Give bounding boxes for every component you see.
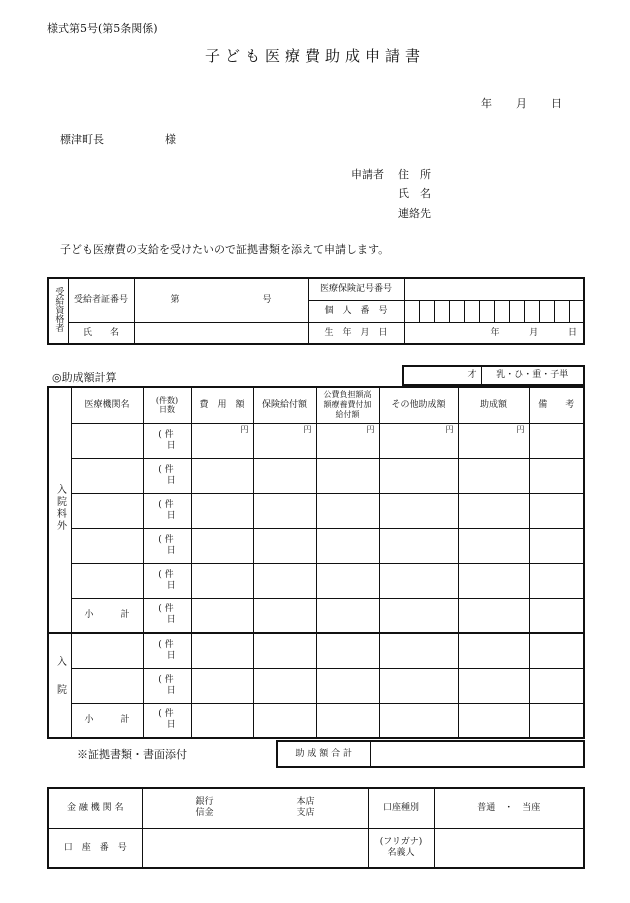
count-cell[interactable]: ( 件 日 (143, 633, 191, 668)
insurance-cell[interactable] (253, 493, 316, 528)
name-label: 氏 名 (68, 322, 134, 344)
age-category-table (402, 365, 585, 386)
applicant-label: 申請者 (351, 168, 384, 181)
inpatient-label: 入院 (54, 655, 66, 712)
shiten-label: 支店 (296, 808, 315, 819)
holder-field[interactable] (434, 828, 584, 868)
calc-table (47, 386, 585, 739)
subtotal-row (48, 598, 584, 633)
form-title: 子ども医療費助成申請書 (204, 47, 425, 65)
public-cell[interactable] (316, 668, 379, 703)
other-cell[interactable] (379, 668, 458, 703)
bank-label: 銀行 (195, 797, 214, 808)
subsidy-cell[interactable] (458, 668, 529, 703)
applicant-contact-label: 連絡先 (398, 207, 431, 220)
institution-cell[interactable] (71, 668, 143, 703)
subsidy-cell[interactable] (458, 493, 529, 528)
other-cell[interactable] (379, 493, 458, 528)
header-count: (件数) 日数 (143, 387, 191, 423)
addressee-name: 標津町長 (60, 133, 104, 146)
eligibility-section-label: 受給資格者 (48, 278, 68, 344)
count-cell[interactable]: ( 件 日 (143, 563, 191, 598)
header-subsidy: 助成額 (458, 387, 529, 423)
insurance-cell[interactable] (253, 598, 316, 633)
remarks-cell[interactable] (529, 458, 584, 493)
birth-day: 日 (567, 327, 577, 338)
table-row (48, 668, 584, 703)
table-row (48, 423, 584, 458)
remarks-cell[interactable] (529, 598, 584, 633)
account-type-field[interactable]: 普通 ・ 当座 (434, 788, 584, 828)
public-cell[interactable] (316, 703, 379, 738)
total-label: 助 成 額 合 計 (277, 741, 370, 767)
subsidy-cell[interactable] (458, 703, 529, 738)
yen-unit: 円 (366, 424, 375, 434)
header-insurance: 保険給付額 (253, 387, 316, 423)
subsidy-cell[interactable] (458, 563, 529, 598)
insurance-no-label: 医療保険記号番号 (308, 278, 404, 300)
honten-label: 本店 (296, 797, 315, 808)
personal-no-digit[interactable] (554, 300, 569, 322)
personal-no-digit[interactable] (449, 300, 464, 322)
insurance-no-field[interactable] (404, 278, 584, 300)
form-number: 様式第5号(第5条関係) (47, 22, 158, 35)
subsidy-cell[interactable] (458, 458, 529, 493)
public-cell[interactable] (316, 528, 379, 563)
personal-no-digit[interactable] (524, 300, 539, 322)
cost-cell[interactable] (191, 458, 253, 493)
other-cell[interactable] (379, 703, 458, 738)
public-cell[interactable] (316, 423, 379, 458)
institution-cell[interactable] (71, 633, 143, 668)
personal-no-digit[interactable] (539, 300, 554, 322)
personal-no-label: 個 人 番 号 (308, 300, 404, 322)
count-cell[interactable]: ( 件 日 (143, 528, 191, 563)
table-row (48, 528, 584, 563)
date-year: 年 (481, 97, 492, 110)
insurance-cell[interactable] (253, 528, 316, 563)
personal-no-digit[interactable] (494, 300, 509, 322)
institution-cell[interactable] (71, 423, 143, 458)
holder-label: (フリガナ) 名義人 (368, 828, 434, 868)
remarks-cell[interactable] (529, 703, 584, 738)
birthdate-label: 生 年 月 日 (308, 322, 404, 344)
date-day: 日 (551, 97, 562, 110)
public-cell[interactable] (316, 598, 379, 633)
other-cell[interactable] (379, 528, 458, 563)
personal-no-digit[interactable] (404, 300, 419, 322)
count-cell[interactable]: ( 件 日 (143, 458, 191, 493)
cost-cell[interactable] (191, 528, 253, 563)
subsidy-cell[interactable] (458, 423, 529, 458)
yen-unit: 円 (516, 424, 525, 434)
count-cell[interactable]: ( 件 日 (143, 598, 191, 633)
count-cell[interactable]: ( 件 日 (143, 668, 191, 703)
account-type-label: 口座種別 (368, 788, 434, 828)
count-cell[interactable]: ( 件 日 (143, 493, 191, 528)
remarks-cell[interactable] (529, 633, 584, 668)
outpatient-label: 入院料外 (54, 484, 66, 533)
cost-cell[interactable] (191, 423, 253, 458)
subtotal-label: 小 計 (71, 598, 143, 633)
applicant-address-label: 住 所 (398, 168, 431, 181)
cost-cell[interactable] (191, 633, 253, 668)
dai-label: 第 (170, 295, 180, 306)
subtotal-row (48, 703, 584, 738)
table-row (48, 458, 584, 493)
addressee-honorific: 様 (165, 133, 176, 146)
institution-cell[interactable] (71, 493, 143, 528)
header-cost: 費 用 額 (191, 387, 253, 423)
institution-cell[interactable] (71, 563, 143, 598)
bank-table (47, 787, 585, 869)
go-label: 号 (262, 295, 272, 306)
personal-no-digit[interactable] (434, 300, 449, 322)
cost-cell[interactable] (191, 703, 253, 738)
subsidy-cell[interactable] (458, 633, 529, 668)
personal-no-digit[interactable] (569, 300, 584, 322)
other-cell[interactable] (379, 633, 458, 668)
account-no-field[interactable] (142, 828, 368, 868)
personal-no-digit[interactable] (479, 300, 494, 322)
table-row (48, 493, 584, 528)
table-row (48, 633, 584, 668)
yen-unit: 円 (303, 424, 312, 434)
personal-no-digit[interactable] (509, 300, 524, 322)
insurance-cell[interactable] (253, 423, 316, 458)
personal-no-digit[interactable] (419, 300, 434, 322)
birthdate-field[interactable] (404, 322, 584, 344)
remarks-cell[interactable] (529, 528, 584, 563)
remarks-cell[interactable] (529, 668, 584, 703)
other-cell[interactable] (379, 423, 458, 458)
cert-no-label: 受給者証番号 (68, 278, 134, 322)
category-field[interactable]: 乳・ひ・重・子単 (481, 366, 584, 385)
header-other: その他助成額 (379, 387, 458, 423)
yen-unit: 円 (240, 424, 249, 434)
header-institution: 医療機関名 (71, 387, 143, 423)
subtotal-label: 小 計 (71, 703, 143, 738)
public-cell[interactable] (316, 493, 379, 528)
outpatient-label-cell (48, 387, 71, 633)
age-field[interactable] (403, 366, 481, 385)
bank-institution-field[interactable] (142, 788, 368, 828)
insurance-cell[interactable] (253, 703, 316, 738)
institution-cell[interactable] (71, 458, 143, 493)
personal-no-digit[interactable] (464, 300, 479, 322)
birth-year: 年 (490, 327, 500, 338)
total-table (276, 740, 585, 768)
applicant-name-label: 氏 名 (398, 187, 431, 200)
public-cell[interactable] (316, 458, 379, 493)
cost-cell[interactable] (191, 493, 253, 528)
insurance-cell[interactable] (253, 458, 316, 493)
insurance-cell[interactable] (253, 668, 316, 703)
institution-cell[interactable] (71, 528, 143, 563)
count-cell[interactable]: ( 件 日 (143, 703, 191, 738)
subsidy-cell[interactable] (458, 528, 529, 563)
subsidy-cell[interactable] (458, 598, 529, 633)
insurance-cell[interactable] (253, 563, 316, 598)
total-field[interactable] (370, 741, 584, 767)
name-field[interactable] (134, 322, 308, 344)
other-cell[interactable] (379, 598, 458, 633)
attachment-note: ※証拠書類・書面添付 (77, 748, 187, 761)
header-public: 公費負担額高額療養費付加給付額 (316, 387, 379, 423)
statement: 子ども医療費の支給を受けたいので証拠書類を添えて申請します。 (60, 243, 390, 256)
cost-cell[interactable] (191, 598, 253, 633)
cost-cell[interactable] (191, 563, 253, 598)
other-cell[interactable] (379, 563, 458, 598)
inpatient-label-cell (48, 633, 71, 738)
date-month: 月 (516, 97, 527, 110)
cost-cell[interactable] (191, 668, 253, 703)
other-cell[interactable] (379, 458, 458, 493)
public-cell[interactable] (316, 563, 379, 598)
count-cell[interactable]: ( 件 日 (143, 423, 191, 458)
remarks-cell[interactable] (529, 423, 584, 458)
shinkin-label: 信金 (195, 808, 214, 819)
eligibility-table (47, 277, 585, 345)
calc-title: ◎助成額計算 (52, 371, 117, 384)
remarks-cell[interactable] (529, 563, 584, 598)
insurance-cell[interactable] (253, 633, 316, 668)
table-row (48, 563, 584, 598)
yen-unit: 円 (445, 424, 454, 434)
cert-no-field[interactable] (134, 278, 308, 322)
header-remarks: 備 考 (529, 387, 584, 423)
age-unit: 才 (467, 370, 477, 381)
bank-institution-label: 金 融 機 関 名 (48, 788, 142, 828)
account-no-label: 口 座 番 号 (48, 828, 142, 868)
remarks-cell[interactable] (529, 493, 584, 528)
public-cell[interactable] (316, 633, 379, 668)
birth-month: 月 (529, 327, 539, 338)
